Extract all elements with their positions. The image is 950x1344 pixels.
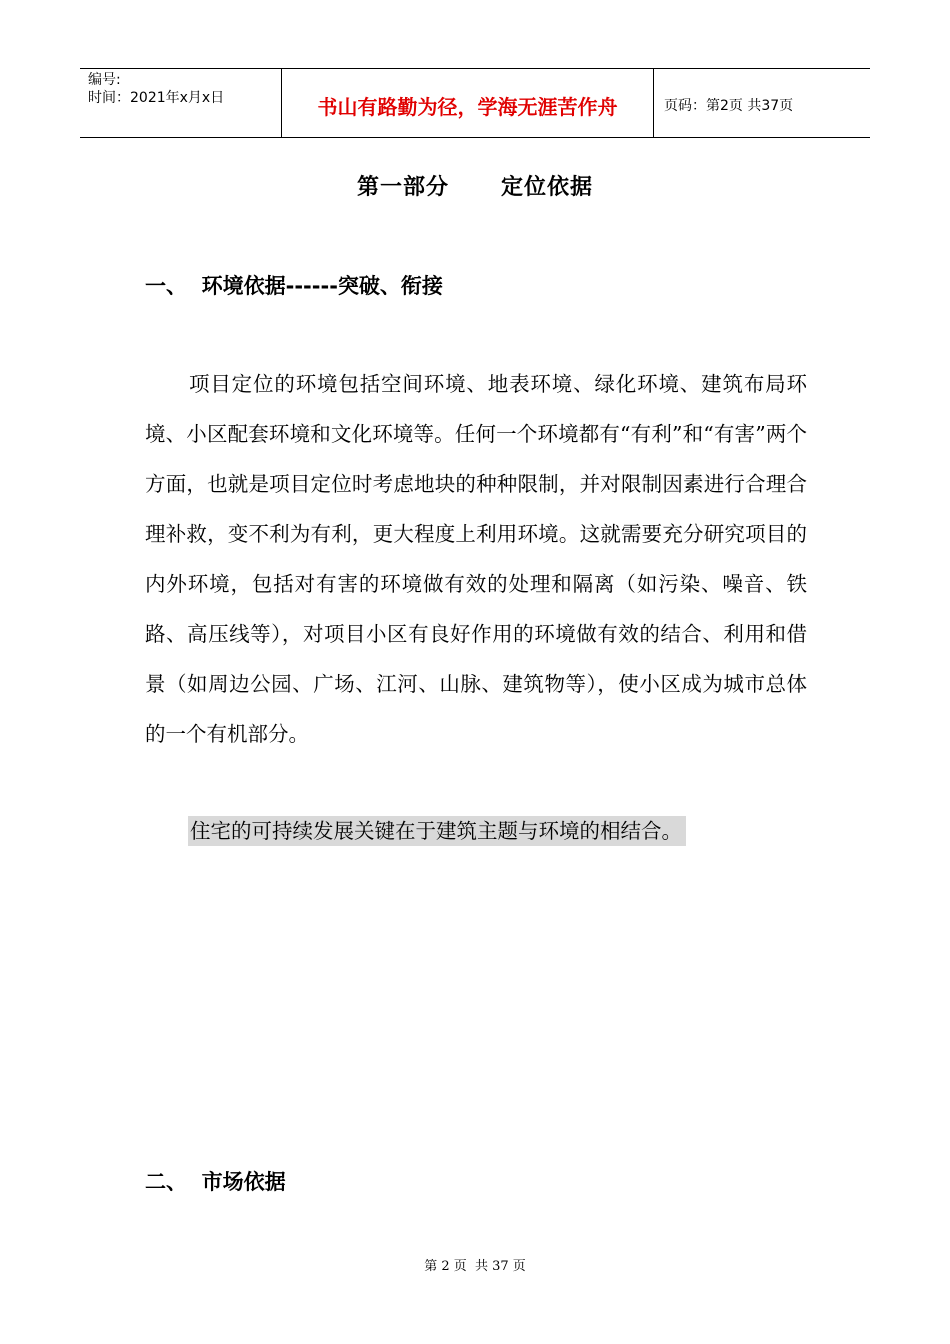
document-header — [80, 68, 870, 138]
environment-paragraph: 项目定位的环境包括空间环境、地表环境、绿化环境、建筑布局环境、小区配套环境和文化环境等。任何一个环境都有“有利”和“有害”两个方面，也就是项目定位时考虑地块的种种限制，并对限制因素进行合理合理补救，变不利为有利，更大程度上利用环境。这就需要充分研究项目的内外环境，包括对有害的环境做有效的处理和隔离（如污染、噪音、铁路、高压线等），对项目小区有良好作用的环境做有效的结合、利用和借景（如周边公园、广场、江河、山脉、建筑物等），使小区成为城市总体的一个有机部分。 — [145, 372, 807, 746]
highlighted-statement: 住宅的可持续发展关键在于建筑主题与环境的相结合。 — [188, 816, 686, 846]
serial-label: 编号: — [88, 72, 121, 88]
header-meta-cell — [80, 69, 282, 137]
date-line: 时间：2021年x月x日 — [88, 90, 225, 106]
header-motto: 书山有路勤为径，学海无涯苦作舟 — [282, 69, 654, 137]
section-heading-market: 二、 市场依据 — [145, 1170, 286, 1194]
header-page-info: 页码：第2页 共37页 — [664, 98, 794, 114]
section-heading-environment: 一、 环境依据------突破、衔接 — [145, 274, 443, 298]
page-footer: 第 2 页 共 37 页 — [424, 1259, 526, 1274]
part-title: 第一部分 定位依据 — [357, 175, 593, 200]
